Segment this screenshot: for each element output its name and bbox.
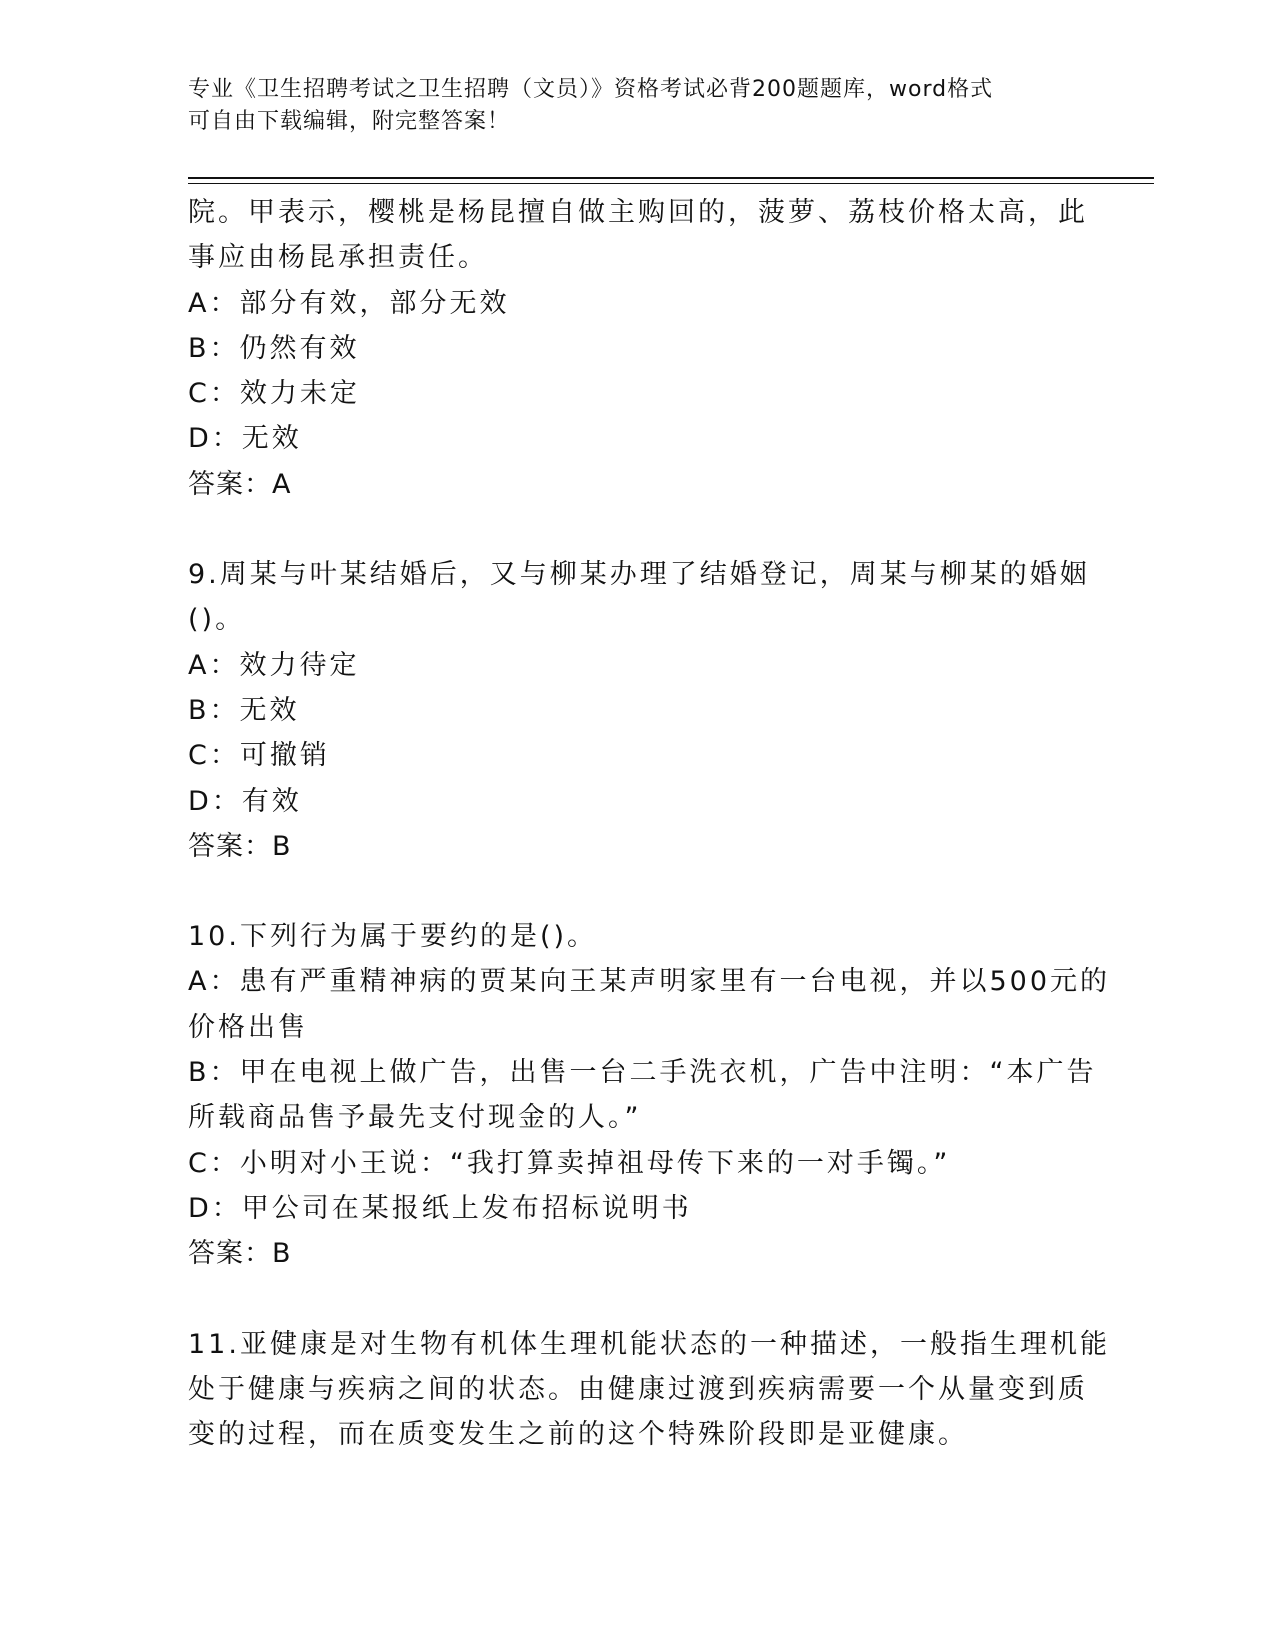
option-b-continued: 所载商品售予最先支付现金的人。” [188,1102,642,1134]
option-b: B：甲在电视上做广告，出售一台二手洗衣机，广告中注明：“本广告 [188,1057,1097,1089]
answer-line: 答案：A [188,468,292,500]
option-a: A：部分有效，部分无效 [188,287,510,319]
option-a-continued: 价格出售 [188,1011,308,1043]
question-stem-line: 事应由杨昆承担责任。 [188,242,488,274]
answer-line: 答案：B [188,830,292,862]
option-d: D：甲公司在某报纸上发布招标说明书 [188,1192,692,1224]
option-a: A：效力待定 [188,649,360,681]
header-rule-thick [188,177,1154,179]
question-stem-line: 9.周某与叶某结婚后，又与柳某办理了结婚登记，周某与柳某的婚姻 [188,559,1090,591]
option-b: B：无效 [188,694,300,726]
header-rule-thin [188,183,1154,184]
header-title-line-1: 专业《卫生招聘考试之卫生招聘（文员）》资格考试必背200题题库，word格式 [188,77,994,102]
question-8 [188,190,1088,507]
option-d: D：无效 [188,423,302,455]
question-stem-line: 处于健康与疾病之间的状态。由健康过渡到疾病需要一个从量变到质 [188,1373,1088,1405]
document-body [188,190,1111,1457]
document-header [188,74,1068,138]
question-10 [188,914,1111,1276]
question-stem-line: 变的过程，而在质变发生之前的这个特殊阶段即是亚健康。 [188,1419,968,1451]
question-stem-line: 院。甲表示，樱桃是杨昆擅自做主购回的，菠萝、荔枝价格太高，此 [188,197,1088,228]
option-c: C：可撤销 [188,740,330,772]
option-c: C：效力未定 [188,378,360,410]
question-11 [188,1322,1110,1458]
question-stem-line: ()。 [188,604,246,636]
option-d: D：有效 [188,785,302,817]
option-c: C：小明对小王说：“我打算卖掉祖母传下来的一对手镯。” [188,1147,951,1179]
option-b: B：仍然有效 [188,332,360,364]
option-a: A：患有严重精神病的贾某向王某声明家里有一台电视，并以500元的 [188,966,1111,998]
answer-line: 答案：B [188,1238,292,1270]
question-stem-line: 11.亚健康是对生物有机体生理机能状态的一种描述，一般指生理机能 [188,1328,1110,1360]
header-title-line-2: 可自由下载编辑，附完整答案！ [188,109,511,134]
question-stem-line: 10.下列行为属于要约的是()。 [188,921,598,953]
question-9 [188,552,1088,869]
